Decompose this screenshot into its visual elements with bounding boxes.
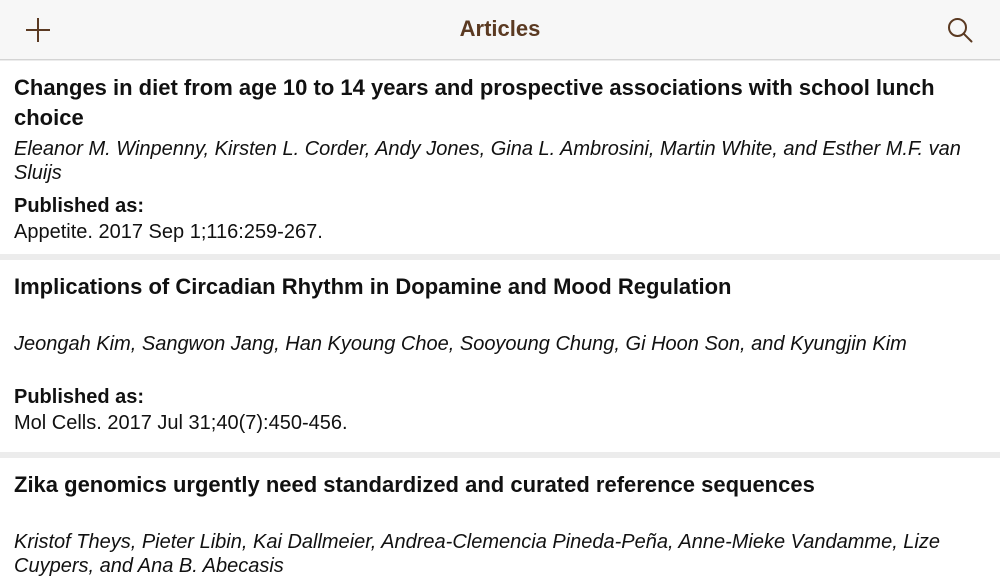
page-title: Articles: [459, 16, 541, 41]
article-item[interactable]: [0, 458, 1000, 578]
article-title: Zika genomics urgently need standardized and curated reference sequences: [14, 472, 815, 497]
article-item[interactable]: [0, 260, 1000, 452]
article-citation: Mol Cells. 2017 Jul 31;40(7):450-456.: [14, 412, 348, 434]
article-authors: Jeongah Kim, Sangwon Jang, Han Kyoung Choe, Sooyoung Chung, Gi Hoon Son, and Kyungjin Kim: [14, 333, 907, 355]
article-list[interactable]: [0, 61, 1000, 578]
article-title: Changes in diet from age 10 to 14 years and prospective associations with school lunch choice: [14, 75, 935, 130]
article-title: Implications of Circadian Rhythm in Dopamine and Mood Regulation: [14, 274, 732, 299]
published-label: Published as:: [14, 195, 145, 217]
article-authors: Kristof Theys, Pieter Libin, Kai Dallmeier, Andrea-Clemencia Pineda-Peña, Anne-Mieke Vandamme, Lize Cuypers, and Ana B. Abecasis: [14, 531, 940, 577]
article-authors: Eleanor M. Winpenny, Kirsten L. Corder, Andy Jones, Gina L. Ambrosini, Martin White, and Esther M.F. van Sluijs: [14, 138, 961, 184]
search-icon: [947, 17, 973, 43]
article-item[interactable]: [0, 61, 1000, 254]
search-button[interactable]: [942, 12, 978, 48]
navigation-bar: [0, 0, 1000, 60]
published-label: Published as:: [14, 386, 145, 408]
article-citation: Appetite. 2017 Sep 1;116:259-267.: [14, 221, 323, 243]
